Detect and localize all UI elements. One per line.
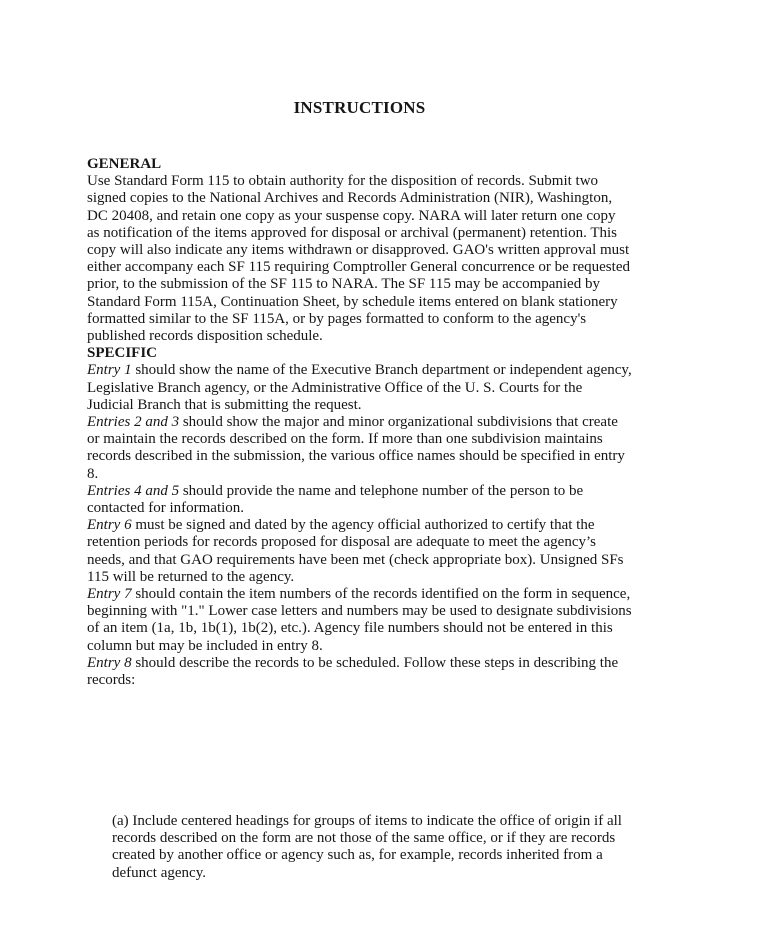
text-line: records:	[87, 672, 136, 689]
text-line: Use Standard Form 115 to obtain authority for the disposition of records. Submit two	[87, 173, 599, 190]
text-line: contacted for information.	[87, 500, 245, 517]
entry-8-lead: Entry 8	[87, 654, 132, 671]
text-line: retention periods for records proposed for disposal are adequate to meet the agency’s	[87, 534, 596, 551]
entry-1-text: should show the name of the Executive Branch department or independent agency,	[131, 362, 632, 379]
indented-note-a	[112, 813, 732, 882]
text-line: created by another office or agency such as, for example, records inherited from a	[112, 847, 603, 864]
text-line: Judicial Branch that is submitting the request.	[87, 396, 362, 413]
text-line: records described in the submission, the various office names should be specified in entry	[87, 448, 625, 465]
entry-1-first-line	[87, 362, 747, 379]
text-line: column but may be included in entry 8.	[87, 637, 323, 654]
text-line: defunct agency.	[112, 864, 206, 881]
section-heading-general: GENERAL	[87, 156, 162, 172]
entries-4-5-lead: Entries 4 and 5	[87, 482, 180, 499]
page-title: INSTRUCTIONS	[293, 98, 426, 117]
entries-2-3-lead: Entries 2 and 3	[87, 414, 180, 431]
text-line: either accompany each SF 115 requiring Comptroller General concurrence or be requested	[87, 259, 630, 276]
section-heading-specific: SPECIFIC	[87, 345, 158, 362]
entries-2-3-first-line	[87, 414, 747, 431]
text-line: 115 will be returned to the agency.	[87, 568, 295, 585]
text-line: Legislative Branch agency, or the Administrative Office of the U. S. Courts for the	[87, 379, 583, 396]
entry-6-first-line	[87, 517, 747, 534]
text-line: needs, and that GAO requirements have been met (check appropriate box). Unsigned SFs	[87, 551, 624, 568]
entry-8-text: should describe the records to be scheduled. Follow these steps in describing the	[131, 654, 619, 671]
text-line: (a) Include centered headings for groups of items to indicate the office of origin if all	[112, 813, 622, 829]
entries-4-5-text: should provide the name and telephone number of the person to be	[179, 482, 584, 499]
text-line: published records disposition schedule.	[87, 328, 323, 345]
text-line: DC 20408, and retain one copy as your suspense copy. NARA will later return one copy	[87, 207, 616, 224]
entry-7-first-line	[87, 586, 747, 603]
text-line: beginning with "1." Lower case letters and numbers may be used to designate subdivisions	[87, 603, 632, 620]
entry-6-lead: Entry 6	[87, 517, 132, 534]
entry-1-lead: Entry 1	[87, 362, 132, 379]
instructions-body	[87, 156, 747, 689]
text-line: records described on the form are not those of the same office, or if they are records	[112, 830, 616, 847]
entry-7-text: should contain the item numbers of the records identified on the form in sequence,	[131, 586, 631, 603]
entries-2-3-text: should show the major and minor organizational subdivisions that create	[179, 414, 618, 431]
text-line: 8.	[87, 465, 99, 482]
text-line: copy will also indicate any items withdrawn or disapproved. GAO's written approval must	[87, 242, 630, 259]
entries-4-5-first-line	[87, 483, 747, 500]
text-line: signed copies to the National Archives and Records Administration (NIR), Washington,	[87, 190, 613, 207]
text-line: as notification of the items approved for disposal or archival (permanent) retention. This	[87, 224, 617, 241]
entry-7-lead: Entry 7	[87, 586, 132, 603]
text-line: prior, to the submission of the SF 115 to NARA. The SF 115 may be accompanied by	[87, 276, 600, 293]
text-line: formatted similar to the SF 115A, or by pages formatted to conform to the agency's	[87, 310, 587, 327]
text-line: of an item (1a, 1b, 1b(1), 1b(2), etc.). Agency file numbers should not be entered in this	[87, 620, 613, 637]
entry-6-text: must be signed and dated by the agency official authorized to certify that the	[131, 517, 595, 534]
text-line: or maintain the records described on the form. If more than one subdivision maintains	[87, 431, 603, 448]
entry-8-first-line	[87, 655, 747, 672]
text-line: Standard Form 115A, Continuation Sheet, by schedule items entered on blank stationery	[87, 293, 618, 310]
